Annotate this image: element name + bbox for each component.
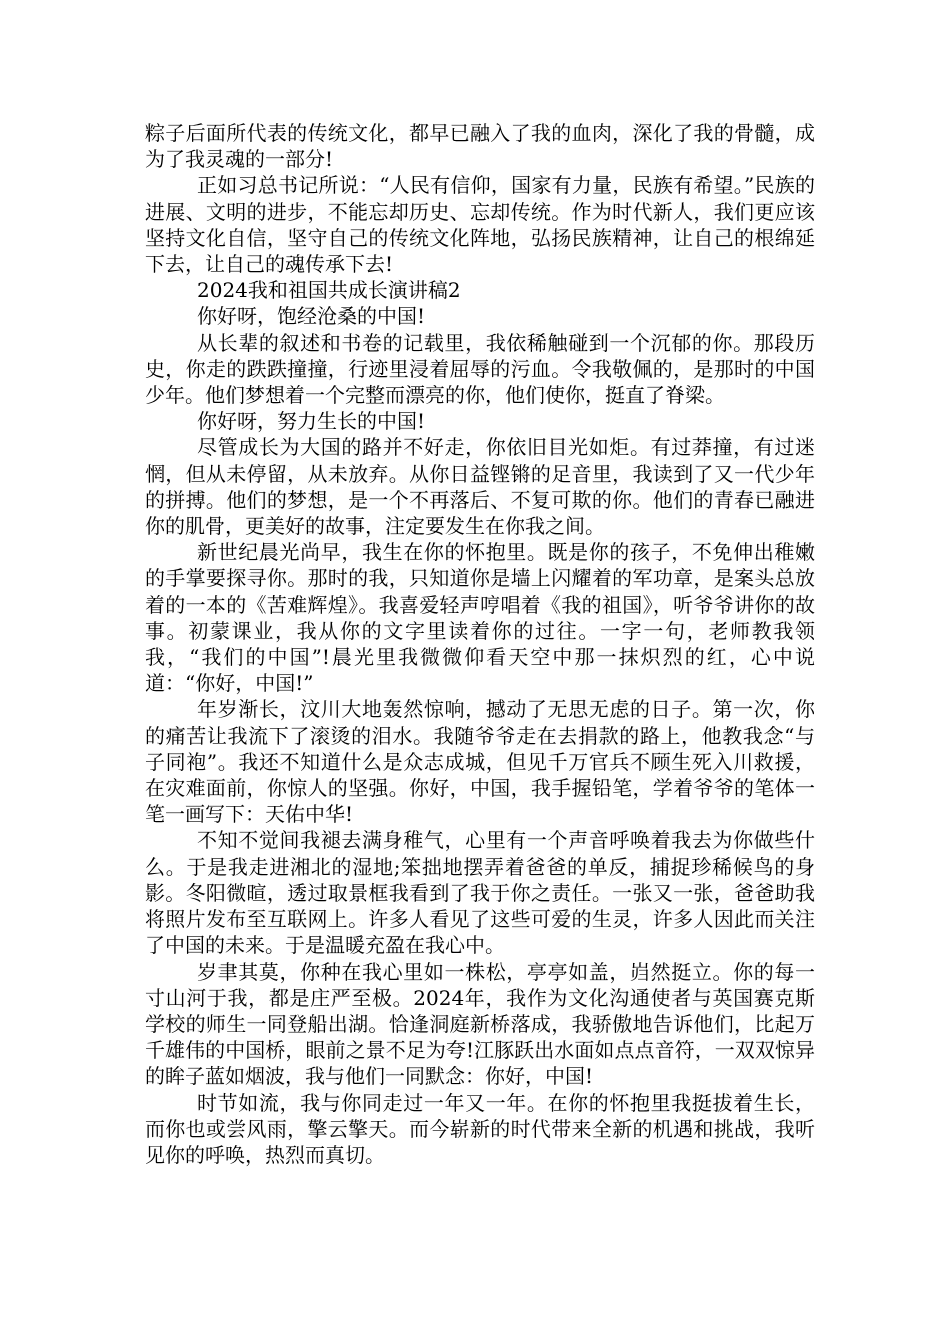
paragraph: 从长辈的叙述和书卷的记载里，我依稀触碰到一个沉郁的你。那段历史，你走的跌跌撞撞，行迹里浸着屈辱的污血。令我敬佩的，是那时的中国少年。他们梦想着一个完整而漂亮的你，他们使你，挺直了脊梁。 [145,330,815,408]
paragraph: 时节如流，我与你同走过一年又一年。在你的怀抱里我挺拔着生长，而你也或尝风雨，擎云擎天。而今崭新的时代带来全新的机遇和挑战，我听见你的呼唤，热烈而真切。 [145,1090,815,1167]
section-heading: 2024我和祖国共成长演讲稿2 [197,278,461,303]
paragraph: 不知不觉间我褪去满身稚气，心里有一个声音呼唤着我去为你做些什么。于是我走进湘北的湿地;笨拙地摆弄着爸爸的单反，捕捉珍稀候鸟的身影。冬阳微暄，透过取景框我看到了我于你之责任。一张又一张，爸爸助我将照片发布至互联网上。许多人看见了这些可爱的生灵，许多人因此而关注了中国的未来。于是温暖充盈在我心中。 [145,828,815,958]
paragraph: 尽管成长为大国的路并不好走，你依旧目光如炬。有过莽撞，有过迷惘，但从未停留，从未放弃。从你日益铿锵的足音里，我读到了又一代少年的拼搏。他们的梦想，是一个不再落后、不复可欺的你。他们的青春已融进你的肌骨，更美好的故事，注定要发生在你我之间。 [145,435,815,539]
paragraph: 新世纪晨光尚早，我生在你的怀抱里。既是你的孩子，不免伸出稚嫩的手掌要探寻你。那时的我，只知道你是墙上闪耀着的军功章，是案头总放着的一本的《苦难辉煌》。我喜爱轻声哼唱着《我的祖国》，听爷爷讲你的故事。初蒙课业，我从你的文字里读着你的过往。一字一句，老师教我领我，“我们的中国”!晨光里我微微仰看天空中那一抹炽烈的红，心中说道：“你好，中国!” [145,540,815,696]
paragraph: 你好呀，努力生长的中国! [197,409,426,434]
document-body [145,120,815,1168]
paragraph: 岁聿其莫，你种在我心里如一株松，亭亭如盖，岿然挺立。你的每一寸山河于我，都是庄严至极。2024年，我作为文化沟通使者与英国赛克斯学校的师生一同登船出湖。恰逢洞庭新桥落成，我骄傲地告诉他们，比起万千雄伟的中国桥，眼前之景不足为夸!江豚跃出水面如点点音符，一双双惊异的眸子蓝如烟波，我与他们一同默念：你好，中国! [145,959,815,1089]
paragraph: 年岁渐长，汶川大地轰然惊响，撼动了无思无虑的日子。第一次，你的痛苦让我流下了滚烫的泪水。我随爷爷走在去捐款的路上，他教我念“与子同袍”。我还不知道什么是众志成城，但见千万官兵不顾生死入川救援，在灾难面前，你惊人的坚强。你好，中国，我手握铅笔，学着爷爷的笔体一笔一画写下：天佑中华! [145,697,815,827]
paragraph: 正如习总书记所说：“人民有信仰，国家有力量，民族有希望。”民族的进展、文明的进步，不能忘却历史、忘却传统。作为时代新人，我们更应该坚持文化自信，坚守自己的传统文化阵地，弘扬民族精神，让自己的根绵延下去，让自己的魂传承下去! [145,173,815,277]
paragraph: 粽子后面所代表的传统文化，都早已融入了我的血肉，深化了我的骨髓，成为了我灵魂的一部分! [145,121,815,172]
paragraph: 你好呀，饱经沧桑的中国! [197,304,426,329]
